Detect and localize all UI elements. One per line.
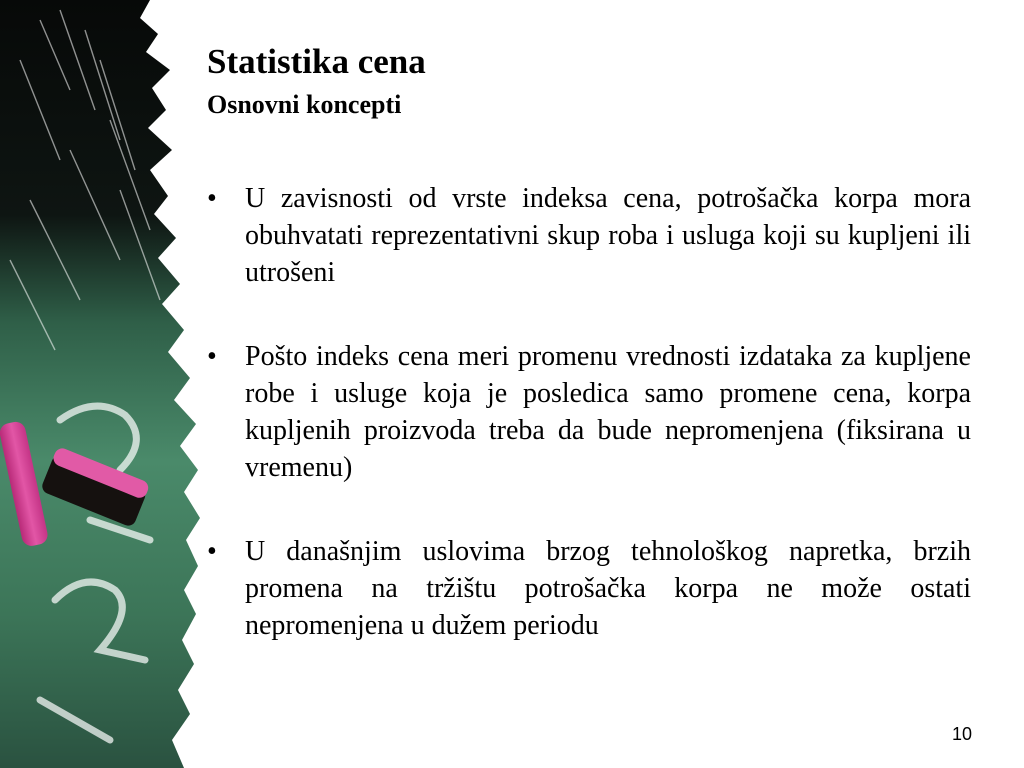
bullet-text: U zavisnosti od vrste indeksa cena, potrošačka korpa mora obuhvatati reprezentativni skup roba i usluga koji su kupljeni ili utrošeni	[245, 183, 971, 288]
chalkboard-decoration	[0, 0, 200, 768]
bullet-text: U današnjim uslovima brzog tehnološkog napretka, brzih promena na tržištu potrošačka korpa ne može ostati nepromenjena u dužem periodu	[245, 536, 971, 641]
bullet-list	[207, 180, 971, 691]
bullet-item	[207, 533, 971, 644]
slide-title: Statistika cena	[207, 42, 426, 81]
bullet-item	[207, 180, 971, 291]
bullet-text: Pošto indeks cena meri promenu vrednosti izdataka za kupljene robe i usluge koja je posledica samo promene cena, korpa kupljenih proizvoda treba da bude nepromenjena (fiksirana u vremenu)	[245, 341, 971, 483]
bullet-marker: •	[207, 536, 217, 567]
page-number: 10	[951, 724, 972, 744]
bullet-item	[207, 338, 971, 486]
slide-subtitle: Osnovni koncepti	[207, 90, 402, 119]
bullet-marker: •	[207, 341, 217, 372]
bullet-marker: •	[207, 183, 217, 214]
